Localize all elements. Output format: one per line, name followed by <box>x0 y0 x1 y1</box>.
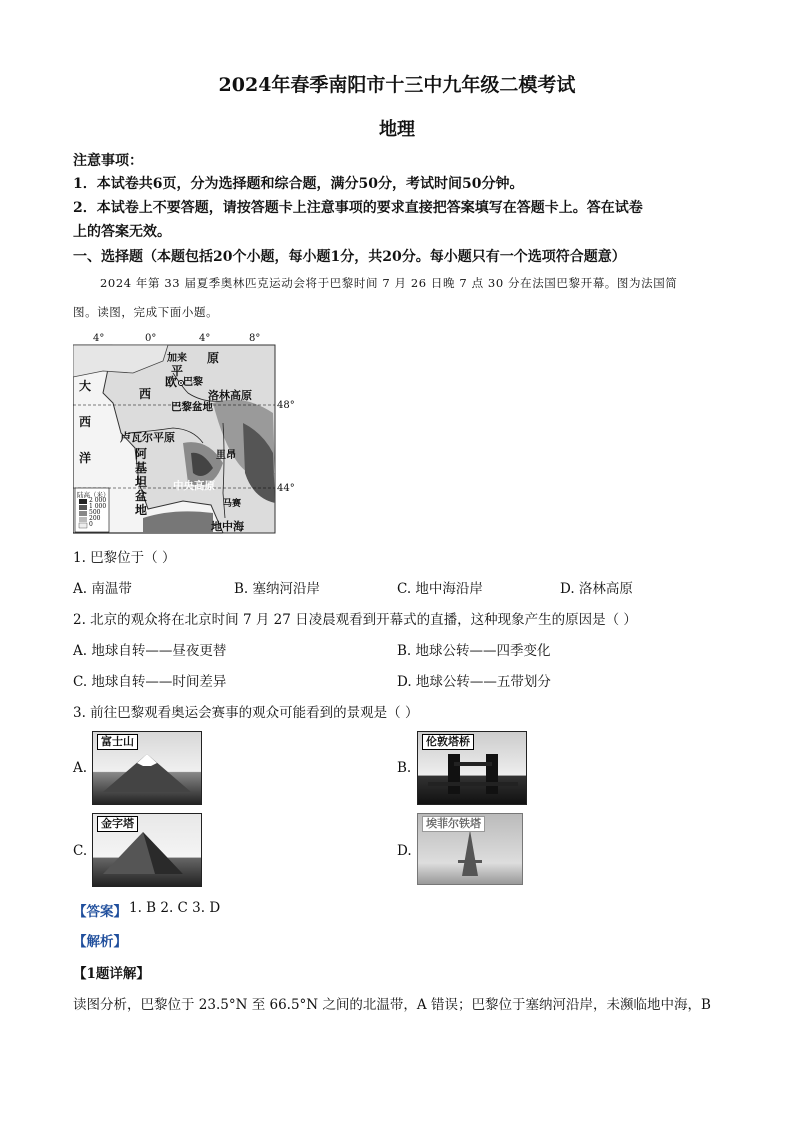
loire-label: 卢瓦尔平原 <box>120 431 175 444</box>
lorraine-label: 洛林高原 <box>208 389 252 402</box>
lon-label: 0° <box>145 333 157 344</box>
q2-option-a[interactable]: A. 地球自转——昼夜更替 <box>73 643 227 659</box>
lat-label: 48° <box>277 400 295 411</box>
mount-fuji-photo <box>92 731 202 805</box>
q1-option-d[interactable]: D. 洛林高原 <box>560 581 633 597</box>
tower-bridge-photo <box>417 731 527 805</box>
lyon-label: 里昂 <box>216 450 236 461</box>
q2-option-c[interactable]: C. 地球自转——时间差异 <box>73 674 227 690</box>
photo-caption: 伦敦塔桥 <box>422 734 474 750</box>
answer-values: 1. B 2. C 3. D <box>129 900 221 916</box>
mediterranean-label: 地中海 <box>211 520 244 533</box>
detail-text: 读图分析，巴黎位于 23.5°N 至 66.5°N 之间的北温带，A 错误；巴黎位于塞纳河沿岸，未濒临地中海，B <box>73 997 711 1013</box>
question-3-stem: 3. 前往巴黎观看奥运会赛事的观众可能看到的景观是（ ） <box>73 705 419 721</box>
aquitaine-label: 坦 <box>135 475 148 489</box>
photo-caption: 富士山 <box>97 734 138 750</box>
eiffel-tower-photo <box>417 813 523 885</box>
notice-item-2: 2．本试卷上不要答题，请按答题卡上注意事项的要求直接把答案填写在答题卡上。答在试卷 <box>73 200 643 216</box>
photo-caption: 埃菲尔铁塔 <box>422 816 485 832</box>
legend-value: 0 <box>89 521 93 528</box>
plain-label: 原 <box>207 351 220 365</box>
q1-option-c[interactable]: C. 地中海沿岸 <box>397 581 483 597</box>
question-2-stem: 2. 北京的观众将在北京时间 7 月 27 日凌晨观看到开幕式的直播，这种现象产生的原因是（ ） <box>73 612 637 628</box>
q1-option-a[interactable]: A. 南温带 <box>73 581 132 597</box>
calais-label: 加来 <box>167 353 187 364</box>
aquitaine-label: 基 <box>135 461 148 475</box>
legend-value: 200 <box>89 515 101 522</box>
intro-line-1: 2024 年第 33 届夏季奥林匹克运动会将于巴黎时间 7 月 26 日晚 7 点 30 分在法国巴黎开幕。图为法国简 <box>100 276 678 290</box>
q2-option-b[interactable]: B. 地球公转——四季变化 <box>397 643 551 659</box>
analysis-label: 【解析】 <box>73 934 127 950</box>
lon-label: 4° <box>93 333 105 344</box>
aquitaine-label: 盆 <box>135 489 148 503</box>
pyramid-photo <box>92 813 202 887</box>
detail-label: 【1题详解】 <box>73 966 150 982</box>
france-map <box>73 333 303 538</box>
q3-option-a[interactable]: A. <box>73 760 88 776</box>
ocean-label: 西 <box>79 415 92 429</box>
plain-label: 西 <box>139 387 152 401</box>
notice-item-2-cont: 上的答案无效。 <box>73 224 171 240</box>
q2-option-d[interactable]: D. 地球公转——五带划分 <box>397 674 551 690</box>
q1-option-b[interactable]: B. 塞纳河沿岸 <box>234 581 321 597</box>
paris-label: 巴黎 <box>183 377 203 388</box>
notice-heading: 注意事项： <box>73 153 143 169</box>
section-heading: 一、选择题（本题包括20个小题，每小题1分，共20分。每小题只有一个选项符合题意） <box>73 249 626 265</box>
ocean-label: 大 <box>79 379 92 393</box>
exam-title: 2024年春季南阳市十三中九年级二模考试 <box>218 74 576 96</box>
france-map-svg <box>73 333 303 538</box>
answer-label: 【答案】 <box>73 904 127 920</box>
legend-value: 2 000 <box>89 497 107 504</box>
paris-basin-label: 巴黎盆地 <box>171 401 213 413</box>
intro-line-2: 图。读图，完成下面小题。 <box>73 305 219 319</box>
photo-caption: 金字塔 <box>97 816 138 832</box>
legend-value: 1 000 <box>89 503 107 510</box>
lon-label: 8° <box>249 333 261 344</box>
marseille-label: 马赛 <box>223 499 242 509</box>
plain-label: 欧 <box>165 375 178 389</box>
q3-option-c[interactable]: C. <box>73 843 88 859</box>
aquitaine-label: 地 <box>135 503 148 517</box>
aquitaine-label: 阿 <box>135 447 148 461</box>
notice-item-1: 1．本试卷共6页，分为选择题和综合题，满分50分，考试时间50分钟。 <box>73 176 524 192</box>
subject-title: 地理 <box>379 119 415 140</box>
lon-label: 4° <box>199 333 211 344</box>
lat-label: 44° <box>277 483 295 494</box>
plain-label: 平 <box>171 364 184 378</box>
q3-option-b[interactable]: B. <box>397 760 412 776</box>
legend-title: 陆高（米） <box>77 491 110 499</box>
massif-central-label: 中央高原 <box>173 480 215 492</box>
q3-option-d[interactable]: D. <box>397 843 412 859</box>
question-1-stem: 1. 巴黎位于（ ） <box>73 550 176 566</box>
legend-value: 500 <box>89 509 101 516</box>
ocean-label: 洋 <box>79 451 92 465</box>
